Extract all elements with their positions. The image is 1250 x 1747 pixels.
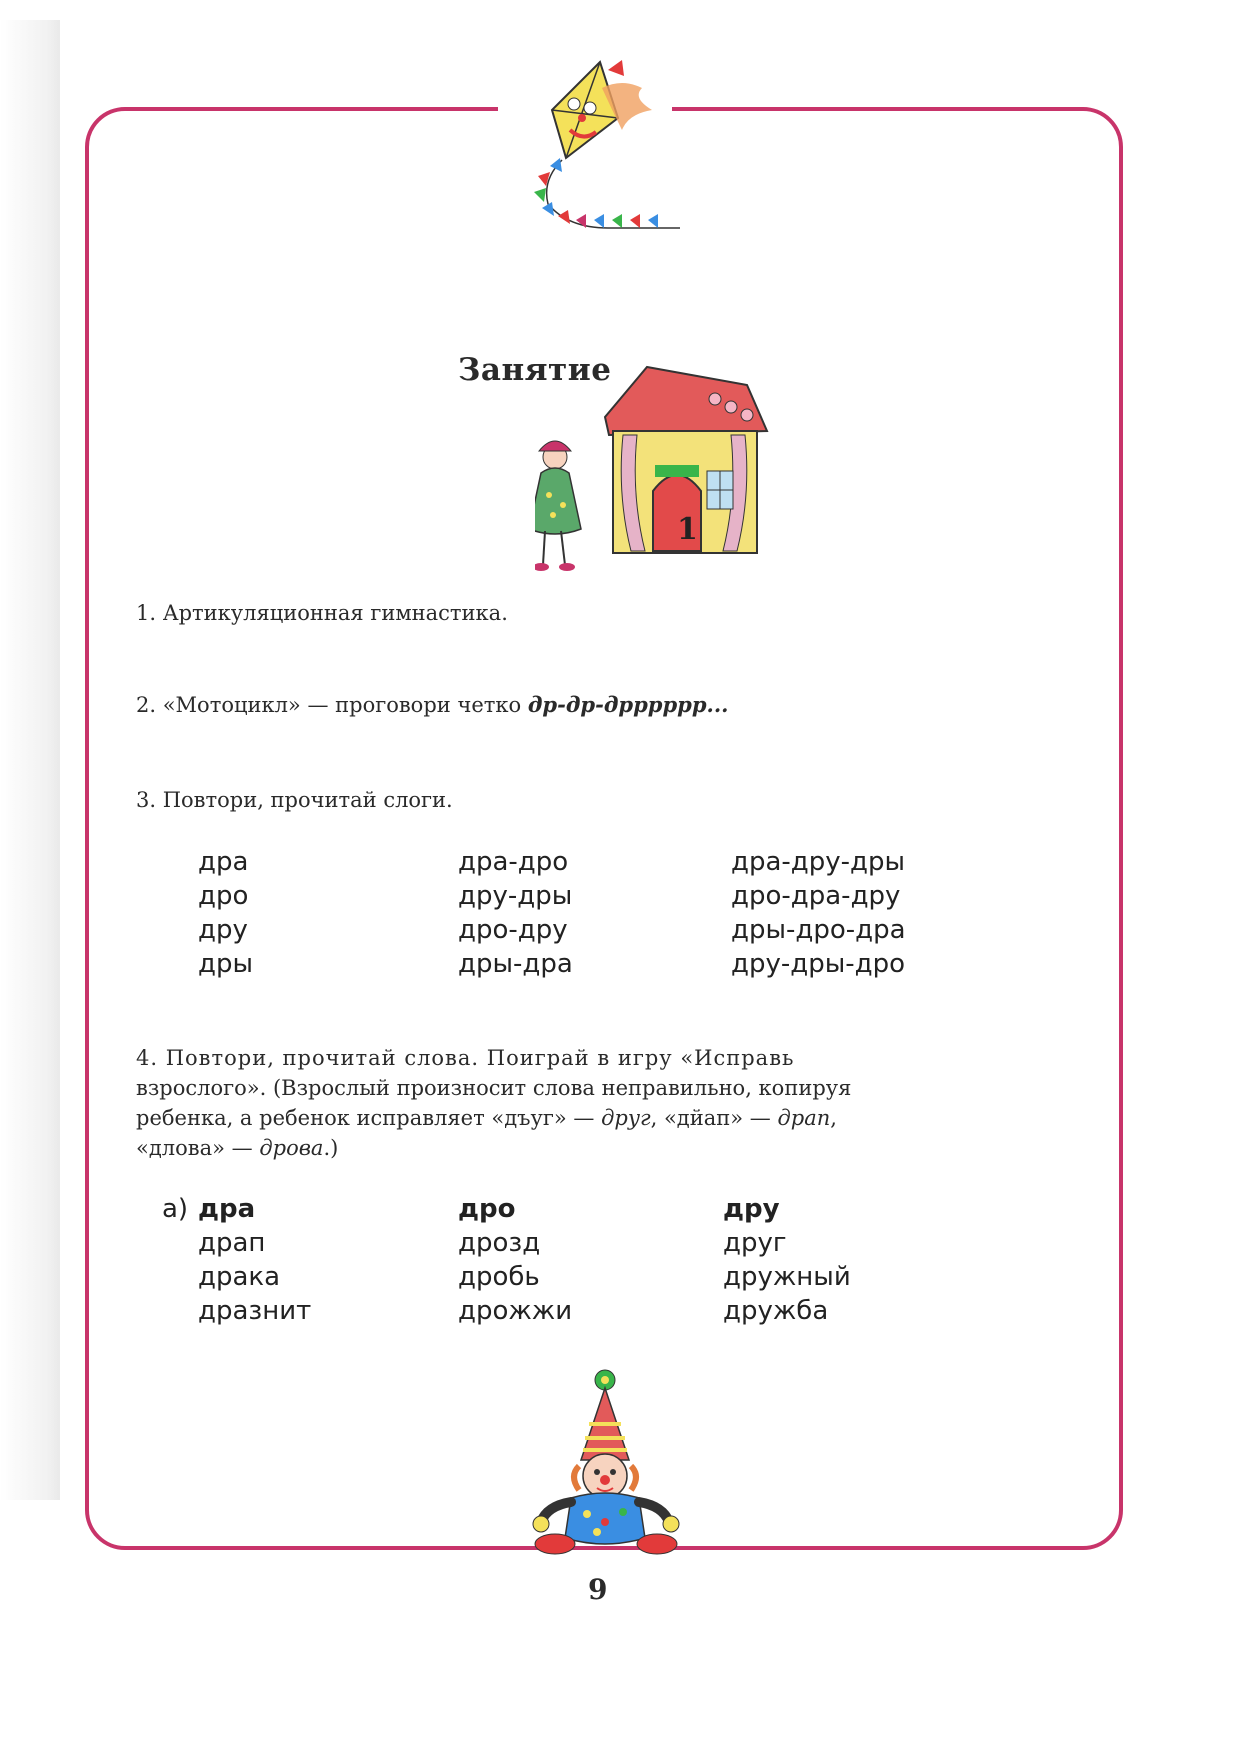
page-frame — [85, 107, 1123, 1550]
syllables-col-1 — [198, 845, 253, 981]
words-head: дра — [198, 1194, 256, 1224]
words-head: дро — [458, 1194, 516, 1224]
task-2-text: 2. «Мотоцикл» — проговори четко — [136, 693, 528, 717]
house-with-girl-illustration — [535, 355, 775, 580]
house-number: 1 — [677, 512, 698, 547]
syllable: дро-дра-дру — [731, 881, 901, 911]
syllable: дро-дру — [458, 915, 568, 945]
word: дружба — [723, 1296, 829, 1326]
syllable: дры-дро-дра — [731, 915, 906, 945]
task-4-line: «длова» — дрова.) — [136, 1136, 339, 1160]
syllable: дры — [198, 949, 254, 979]
syllable: дра-дро — [458, 847, 569, 877]
word: дробь — [458, 1262, 540, 1292]
word: друг — [723, 1228, 787, 1258]
kite-icon — [490, 48, 680, 238]
word: дрожжи — [458, 1296, 573, 1326]
syllable: дру-дры — [458, 881, 573, 911]
syllable: дру-дры-дро — [731, 949, 906, 979]
task-3: 3. Повтори, прочитай слоги. — [136, 788, 453, 812]
syllable: дро — [198, 881, 249, 911]
task-4 — [136, 1043, 956, 1163]
task-4-line: ребенка, а ребенок исправляет «дъуг» — друг, «дйап» — драп, — [136, 1106, 837, 1130]
words-col-1 — [198, 1192, 311, 1328]
task-4-line: взрослого». (Взрослый произносит слова неправильно, копируя — [136, 1076, 852, 1100]
clown-illustration — [525, 1368, 695, 1558]
syllable: дра — [198, 847, 249, 877]
word: дрозд — [458, 1228, 541, 1258]
words-prefix: а) — [162, 1194, 189, 1224]
word: драп — [198, 1228, 266, 1258]
word: дружный — [723, 1262, 851, 1292]
words-col-2 — [458, 1192, 572, 1328]
word: драка — [198, 1262, 281, 1292]
syllable: дры-дра — [458, 949, 573, 979]
task-1: 1. Артикуляционная гимнастика. — [136, 601, 508, 625]
page-number: 9 — [588, 1573, 608, 1606]
scan-edge-shadow — [0, 20, 60, 1500]
word: дразнит — [198, 1296, 312, 1326]
task-4-line: 4. Повтори, прочитай слова. Поиграй в игру «Исправь — [136, 1046, 795, 1070]
syllable: дру — [198, 915, 248, 945]
task-2 — [136, 690, 728, 720]
words-col-3 — [723, 1192, 851, 1328]
syllable: дра-дру-дры — [731, 847, 906, 877]
syllables-col-2 — [458, 845, 573, 981]
syllables-col-3 — [731, 845, 906, 981]
words-head: дру — [723, 1194, 780, 1224]
task-2-sound: др-др-дрррррр... — [527, 692, 729, 717]
page-title: Занятие — [458, 352, 612, 388]
